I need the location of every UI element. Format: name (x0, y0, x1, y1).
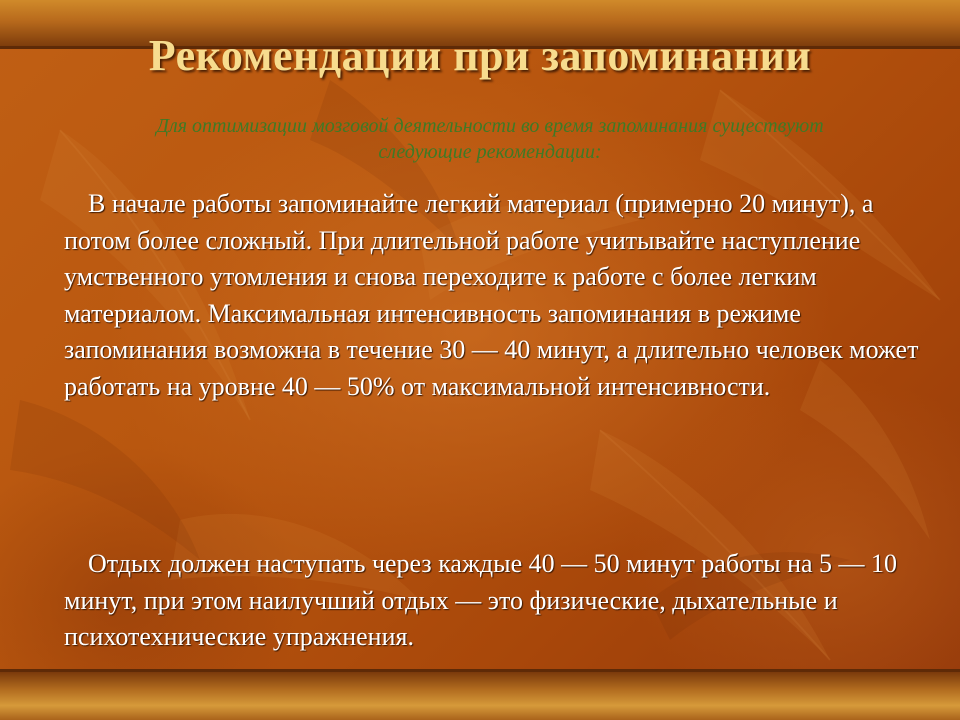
bottom-band (0, 672, 960, 720)
body-paragraph-2 (64, 546, 936, 656)
body-paragraph-1 (64, 186, 936, 405)
body-paragraph-2-text: Отдых должен наступать через каждые 40 — 50 минут работы на 5 — 10 минут, при этом наилучший отдых — это физические, дыхательные и психотехнические упражнения. (64, 549, 898, 651)
slide-subtitle: Для оптимизации мозговой деятельности во время запоминания существуют следующие рекомендации: (156, 115, 824, 163)
slide-title: Рекомендации при запоминании (148, 31, 812, 80)
body-paragraph-1-text: В начале работы запоминайте легкий материал (примерно 20 минут), а потом более сложный. При длительной работе учитывайте наступление умственного утомления и снова переходите к работе с более легким материалом. Максимальная интенсивность запоминания в режиме запоминания возможна в течение 30 — 40 минут, а длительно человек может работать на уровне 40 — 50% от максимальной интенсивности. (64, 189, 919, 401)
leaf-shadow-shape (10, 400, 200, 560)
